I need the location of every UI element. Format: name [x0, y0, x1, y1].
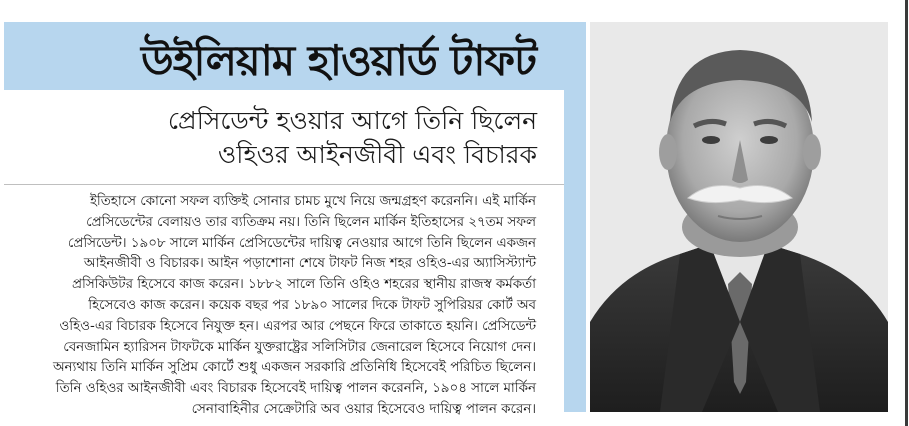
- body-line: বেনজামিন হ্যারিসন টাফটকে মার্কিন যুক্তরাষ্ট্রের সলিসিটার জেনারেল হিসেবে নিয়োগ দেন।: [63, 339, 536, 355]
- body-line: আইনজীবী ও বিচারক। আইন পড়াশোনা শেষে টাফট নিজ শহর ওহিও-এর অ্যাসিস্ট্যান্ট: [83, 256, 536, 272]
- body-line: প্রসিকিউটর হিসেবে কাজ করেন। ১৮৮২ সালে তিনি ওহিও শহরের স্থানীয় রাজস্ব কর্মকর্তা: [72, 277, 536, 293]
- page-edge-rule: [905, 0, 908, 426]
- portrait-photo-icon: [590, 22, 888, 412]
- portrait-photo: [590, 22, 888, 412]
- article-title: উইলিয়াম হাওয়ার্ড টাফট: [141, 36, 536, 85]
- body-line: তিনি ওহিওর আইনজীবী এবং বিচারক হিসেবেই দায়িত্ব পালন করেননি, ১৯০৪ সালে মার্কিন: [55, 381, 536, 397]
- body-line: সেনাবাহিনীর সেক্রেটারি অব ওয়ার হিসেবেও দায়িত্ব পালন করেন।: [191, 401, 536, 417]
- article-body: [12, 192, 536, 421]
- article-subtitle: [67, 104, 537, 172]
- subtitle-line: প্রেসিডেন্ট হওয়ার আগে তিনি ছিলেন: [167, 106, 537, 135]
- body-line: প্রেসিডেন্ট। ১৯০৮ সালে মার্কিন প্রেসিডেন্টের দায়িত্ব নেওয়ার আগে তিনি ছিলেন একজন: [67, 235, 536, 251]
- title-band: [4, 22, 564, 90]
- body-line: হিসেবেও কাজ করেন। কয়েক বছর পর ১৮৯০ সালের দিকে টাফট সুপিরিয়র কোর্ট অব: [88, 297, 536, 313]
- subtitle-line: ওহিওর আইনজীবী এবং বিচারক: [217, 140, 537, 169]
- body-line: প্রেসিডেন্টের বেলায়ও তার ব্যতিক্রম নয়। তিনি ছিলেন মার্কিন ইতিহাসের ২৭তম সফল: [86, 214, 536, 230]
- accent-bar: [564, 22, 586, 412]
- divider: [4, 184, 564, 185]
- body-line: অন্যথায় তিনি মার্কিন সুপ্রিম কোর্টে শুধু একজন সরকারি প্রতিনিধি হিসেবেই পরিচিত ছিলেন।: [52, 360, 536, 376]
- body-line: ওহিও-এর বিচারক হিসেবে নিযুক্ত হন। এরপর আর পেছনে ফিরে তাকাতে হয়নি। প্রেসিডেন্ট: [59, 318, 536, 334]
- body-line: ইতিহাসে কোনো সফল ব্যক্তিই সোনার চামচ মুখে নিয়ে জন্মগ্রহণ করেননি। এই মার্কিন: [89, 194, 536, 209]
